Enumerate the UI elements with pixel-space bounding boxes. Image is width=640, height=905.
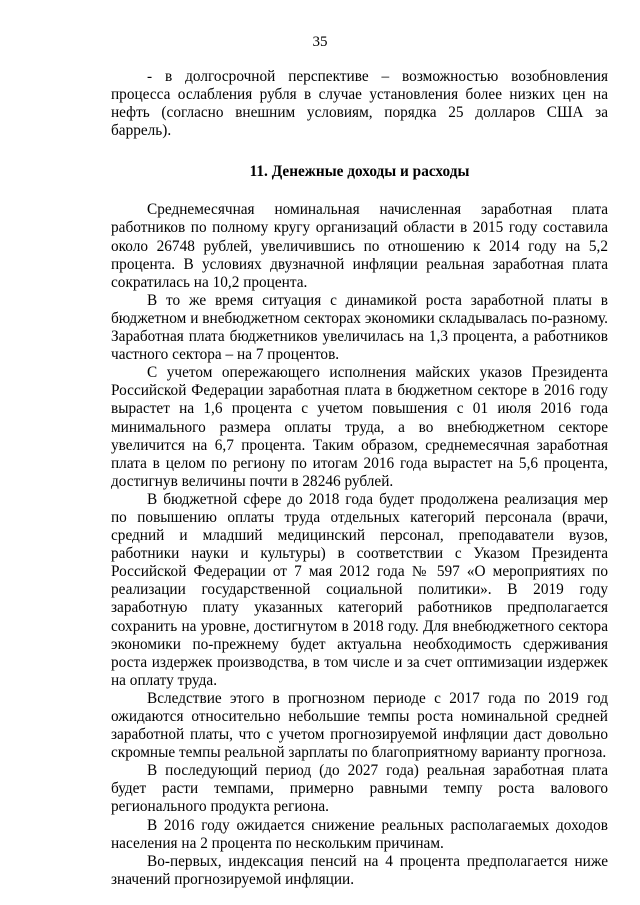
paragraph-pension-indexation: Во-первых, индексация пенсий на 4 процента предполагается ниже значений прогнозируемой инфляции. [111,852,608,888]
paragraph-forecast-period: Вследствие этого в прогнозном периоде с 2017 года по 2019 год ожидаются относительно небольшие темпы роста номинальной средней заработной платы, что с учетом прогнозируемой инфляции даст довольно скромные темпы реальной зарплаты по благоприятному варианту прогноза. [111,689,608,762]
paragraph-wages-2015: Среднемесячная номинальная начисленная заработная плата работников по полному кругу организаций области в 2015 году составила около 26748 рублей, увеличившись по отношению к 2014 году на 5,2 процента. В условиях двузначной инфляции реальная заработная плата сократилась на 10,2 процента. [111,201,608,291]
paragraph-presidential-decrees: С учетом опережающего исполнения майских указов Президента Российской Федерации заработная плата в бюджетном секторе в 2016 году вырастет на 1,6 процента с учетом повышения с 01 июля 2016 года минимального размера оплаты труда, а во внебюджетном секторе увеличится на 6,7 процента. Таким образом, среднемесячная заработная плата в целом по региону по итогам 2016 года вырастет на 5,6 процента, достигнув величины почти в 28246 рублей. [111,364,608,490]
paragraph-sector-dynamics: В то же время ситуация с динамикой роста заработной платы в бюджетном и внебюджетном секторах экономики складывалась по-разному. Заработная плата бюджетников увеличилась на 1,3 процента, а работников частного сектора – на 7 процентов. [111,291,608,364]
paragraph-subsequent-period: В последующий период (до 2027 года) реальная заработная плата будет расти темпами, примерно равными темпу роста валового регионального продукта региона. [111,762,608,816]
intro-paragraph: - в долгосрочной перспективе – возможностью возобновления процесса ослабления рубля в случае установления более низких цен на нефть (согласно внешним условиям, порядка 25 долларов США за баррель). [111,68,608,140]
document-body [111,68,608,889]
paragraph-income-decline: В 2016 году ожидается снижение реальных располагаемых доходов населения на 2 процента по нескольким причинам. [111,816,608,852]
paragraph-budget-sphere: В бюджетной сфере до 2018 года будет продолжена реализация мер по повышению оплаты труда отдельных категорий персонала (врачи, средний и младший медицинский персонал, преподаватели вузов, работники науки и культуры) в соответствии с Указом Президента Российской Федерации от 7 мая 2012 года № 597 «О мероприятиях по реализации государственной социальной политики». В 2019 году заработную плату указанных категорий работников предполагается сохранить на уровне, достигнутом в 2018 году. Для внебюджетного сектора экономики по-прежнему будет актуальна необходимость сдерживания роста издержек производства, в том числе и за счет оптимизации издержек на оплату труда. [111,490,608,689]
page-number: 35 [312,34,328,50]
section-heading: 11. Денежные доходы и расходы [249,163,470,181]
